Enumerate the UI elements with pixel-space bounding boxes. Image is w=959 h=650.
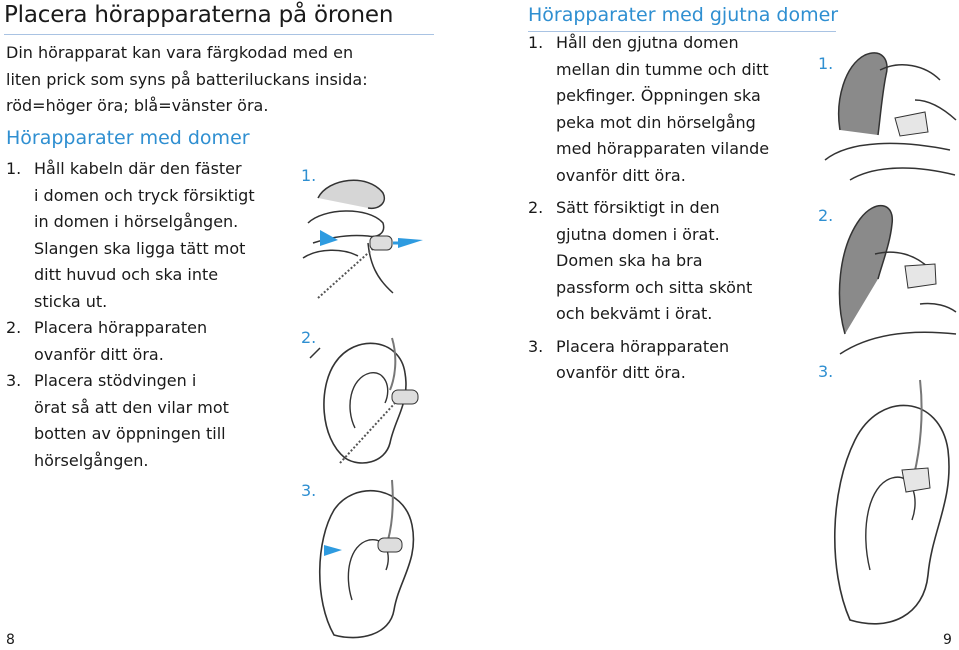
step-number: 1. bbox=[6, 159, 22, 178]
step-line: passform och sitta skönt bbox=[556, 277, 753, 297]
step-line: in domen i hörselgången. bbox=[34, 212, 239, 231]
page-number: 9 bbox=[943, 632, 952, 648]
step-item bbox=[6, 315, 296, 368]
step-number: 2. bbox=[528, 198, 544, 217]
figure-label: 2. bbox=[301, 328, 317, 347]
step-line: Håll den gjutna domen bbox=[556, 33, 739, 52]
intro-paragraph bbox=[6, 40, 426, 120]
section-heading-domes: Hörapparater med domer bbox=[6, 127, 250, 149]
step-item bbox=[528, 195, 828, 328]
title-divider bbox=[4, 34, 434, 35]
step-line: peka mot din hörselgång bbox=[556, 112, 756, 132]
step-line: i domen och tryck försiktigt bbox=[34, 185, 255, 205]
ear-with-mould-illustration bbox=[820, 370, 958, 640]
page-number: 8 bbox=[6, 632, 15, 648]
step-item bbox=[528, 334, 828, 387]
step-line: Placera hörapparaten bbox=[34, 318, 208, 337]
step-line: örat så att den vilar mot bbox=[34, 397, 229, 417]
figure-label: 3. bbox=[301, 481, 317, 500]
step-line: med hörapparaten vilande bbox=[556, 139, 770, 158]
dome-steps-list bbox=[6, 156, 296, 474]
figure-label: 2. bbox=[818, 206, 834, 225]
intro-line: Din hörapparat kan vara färgkodad med en bbox=[6, 43, 354, 62]
step-line: Håll kabeln där den fäster bbox=[34, 159, 242, 178]
step-line: Sätt försiktigt in den bbox=[556, 198, 720, 217]
figure-label: 1. bbox=[818, 54, 834, 73]
intro-line: röd=höger öra; blå=vänster öra. bbox=[6, 96, 269, 115]
step-item bbox=[6, 368, 296, 474]
step-line: ovanför ditt öra. bbox=[556, 165, 686, 185]
step-line: mellan din tumme och ditt bbox=[556, 59, 769, 79]
hand-holding-dome-illustration bbox=[298, 168, 436, 308]
mould-steps-list bbox=[528, 30, 828, 387]
step-item bbox=[528, 30, 828, 189]
ear-inserting-mould-illustration bbox=[820, 194, 958, 359]
hand-holding-mould-illustration bbox=[820, 40, 958, 190]
ear-with-hearing-aid-illustration bbox=[300, 318, 440, 470]
step-number: 1. bbox=[528, 33, 544, 52]
step-line: ditt huvud och ska inte bbox=[34, 265, 219, 284]
step-line: Placera stödvingen i bbox=[34, 371, 197, 390]
step-number: 2. bbox=[6, 318, 22, 337]
figure-label: 3. bbox=[818, 362, 834, 381]
step-line: ovanför ditt öra. bbox=[34, 344, 164, 364]
step-line: Placera hörapparaten bbox=[556, 336, 730, 356]
step-line: Slangen ska ligga tätt mot bbox=[34, 238, 246, 258]
step-number: 3. bbox=[6, 371, 22, 390]
step-number: 3. bbox=[528, 336, 544, 356]
step-line: pekfinger. Öppningen ska bbox=[556, 86, 761, 105]
page-title: Placera hörapparaterna på öronen bbox=[4, 2, 394, 28]
ear-retention-wing-illustration bbox=[304, 470, 434, 645]
step-line: ovanför ditt öra. bbox=[556, 363, 686, 382]
step-line: och bekvämt i örat. bbox=[556, 304, 713, 323]
figure-label: 1. bbox=[301, 166, 317, 185]
step-line: botten av öppningen till bbox=[34, 424, 226, 443]
step-line: gjutna domen i örat. bbox=[556, 224, 720, 244]
step-line: Domen ska ha bra bbox=[556, 251, 703, 270]
intro-line: liten prick som syns på batteriluckans insida: bbox=[6, 69, 368, 89]
section-heading-moulds: Hörapparater med gjutna domer bbox=[528, 4, 839, 26]
step-item bbox=[6, 156, 296, 315]
step-line: hörselgången. bbox=[34, 450, 149, 470]
step-line: sticka ut. bbox=[34, 291, 108, 311]
